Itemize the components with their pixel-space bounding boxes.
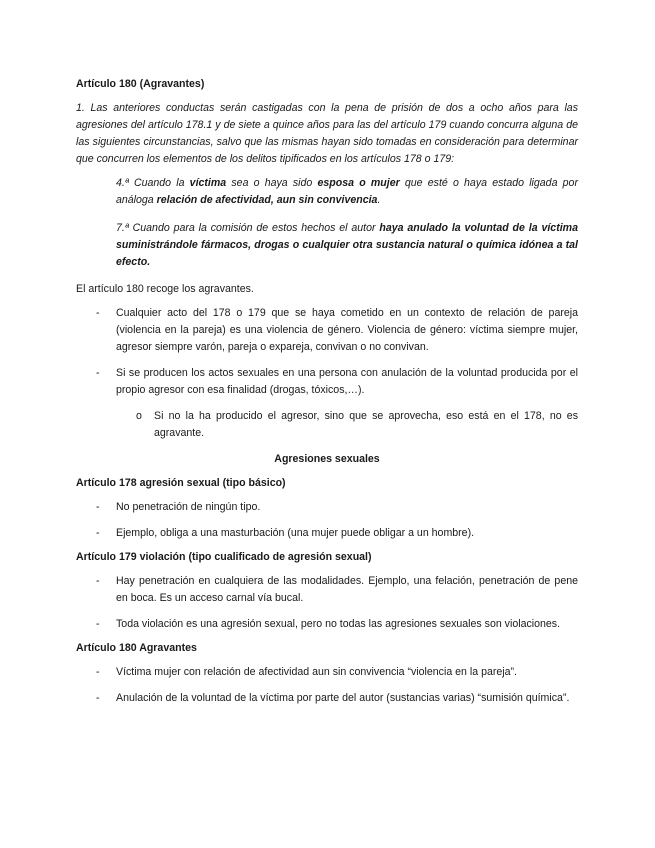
dash-marker: - [96,527,100,540]
sublist-item [76,408,578,442]
articulo-178-list [76,499,578,542]
quote-7-text-a: 7.ª Cuando para la comisión de estos hechos el autor [116,221,380,234]
articulo-179-list [76,573,578,633]
quote-4-text-e: que esté o haya estado ligada por análoga [116,177,578,206]
section-title-agresiones: Agresiones sexuales [274,453,380,466]
list-item [76,616,578,633]
heading-articulo-178: Artículo 178 agresión sexual (tipo básico) [76,477,286,490]
dash-marker: - [96,618,100,631]
articulo-180-list [76,664,578,707]
list-item [76,664,578,681]
dash-marker: - [96,666,100,679]
quote-4-esposa: esposa o mujer [317,177,400,189]
document-page [76,76,578,707]
quote-circunstancia-4 [116,175,578,209]
dash-marker: - [96,575,100,588]
list-item [76,365,578,399]
quote-7-anulado: haya anulado la voluntad de la víctima suministrándole fármacos, drogas o cualquier otra sustancia natural o química idónea a tal efecto. [116,221,578,268]
agravantes-list [76,305,578,399]
list-item [76,305,578,356]
heading-articulo-180: Artículo 180 (Agravantes) [76,78,205,90]
heading-articulo-179: Artículo 179 violación (tipo cualificado de agresión sexual) [76,551,372,564]
recoge-agravantes: El artículo 180 recoge los agravantes. [76,283,254,296]
quote-4-victima: víctima [189,177,227,189]
quote-4-period: . [377,194,381,206]
agravantes-sublist [76,408,578,442]
list-item [76,525,578,542]
list-item-text: Ejemplo, obliga a una masturbación (una mujer puede obligar a un hombre). [116,527,475,540]
list-item-text: Víctima mujer con relación de afectividad aun sin convivencia “violencia en la pareja”. [116,666,518,679]
dash-marker: - [96,501,100,514]
heading-articulo-180-agravantes: Artículo 180 Agravantes [76,642,197,655]
dash-marker: - [96,367,100,380]
list-item-text: Cualquier acto del 178 o 179 que se haya cometido en un contexto de relación de pareja (violencia en la pareja) es una violencia de género. Violencia de género: víctima siempre mujer, agresor siempre varón, pareja o expareja, convivan o no convivan. [116,307,578,354]
list-item [76,690,578,707]
quote-4-relacion: relación de afectividad, aun sin convivencia [156,194,378,206]
list-item-text: Si se producen los actos sexuales en una persona con anulación de la voluntad producida por el propio agresor con esa finalidad (drogas, tóxicos,…). [116,367,578,397]
list-item [76,573,578,607]
list-item-text: Hay penetración en cualquiera de las modalidades. Ejemplo, una felación, penetración de pene en boca. Es un acceso carnal vía bucal. [116,575,578,605]
quote-4-text-c: sea o haya sido [226,177,318,189]
quote-circunstancia-7 [116,220,578,271]
list-item-text: Anulación de la voluntad de la víctima por parte del autor (sustancias varias) “sumisión química”. [116,692,570,705]
list-item-text: Toda violación es una agresión sexual, pero no todas las agresiones sexuales son violaciones. [116,618,561,631]
list-item [76,499,578,516]
quote-4-text-a: 4.ª Cuando la [116,177,190,189]
dash-marker: - [96,692,100,705]
sublist-item-text: Si no la ha producido el agresor, sino que se aprovecha, eso está en el 178, no es agravante. [154,410,578,440]
articulo-180-intro: 1. Las anteriores conductas serán castigadas con la pena de prisión de dos a ocho años para las agresiones del artículo 178.1 y de siete a quince años para las del artículo 179 cuando concurra alguna de las siguientes circunstancias, salvo que las mismas hayan sido tomadas en consideración para determinar que concurren los elementos de los delitos tipificados en los artículos 178 o 179: [76,102,578,165]
list-item-text: No penetración de ningún tipo. [116,501,261,514]
circle-bullet-marker: o [136,410,142,423]
dash-marker: - [96,307,100,320]
